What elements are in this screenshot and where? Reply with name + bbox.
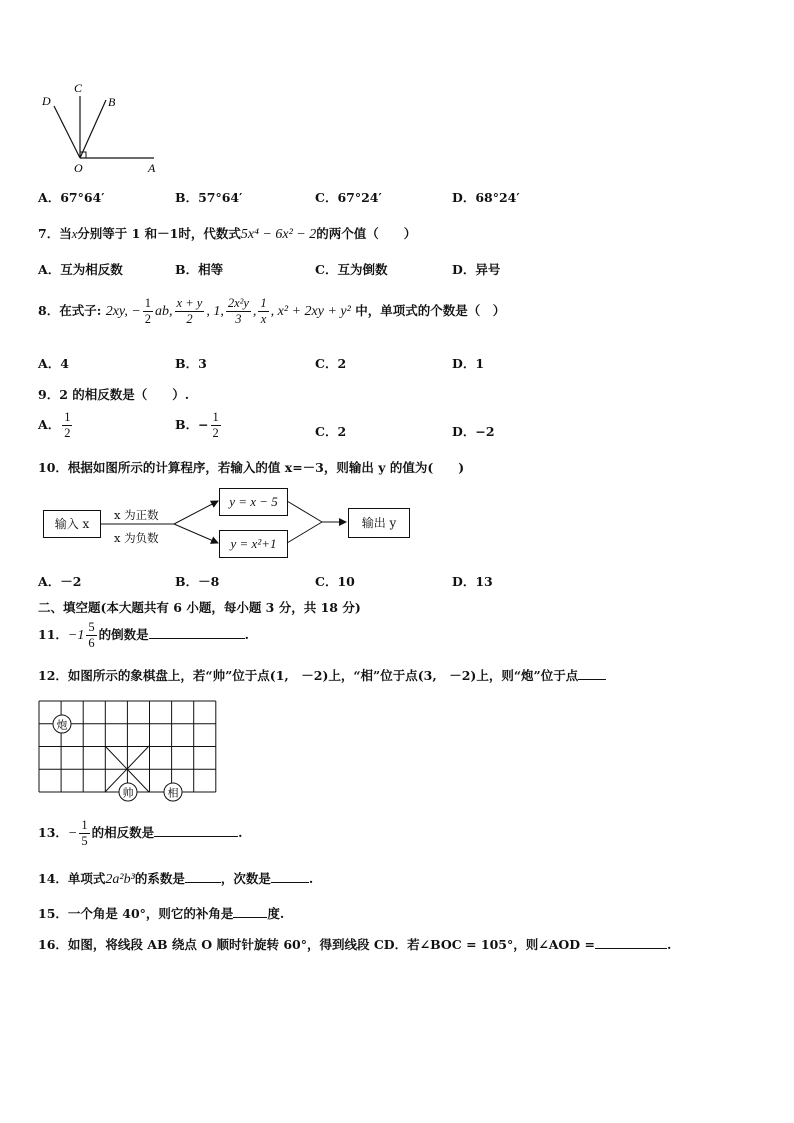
flow-input-box: 输入 x <box>43 510 101 538</box>
q12-answer-blank[interactable] <box>578 666 606 680</box>
question-7: 7．当x分别等于 1 和－1时，代数式5x⁴ − 6x² − 2的两个值（ ） <box>38 226 417 242</box>
q8-option-b[interactable]: B．3 <box>175 356 207 371</box>
flow-cond-negative: x 为负数 <box>114 531 159 545</box>
q6-option-c[interactable]: C．67°24′ <box>315 190 382 205</box>
flow-arrow-negative <box>174 524 218 543</box>
q13-answer-blank[interactable] <box>154 823 238 837</box>
q9-option-d[interactable]: D．−2 <box>452 424 495 439</box>
piece-xiang: 相 <box>167 787 179 800</box>
flow-output-box: 输出 y <box>348 508 410 538</box>
q8-options <box>38 354 754 374</box>
q9-option-c[interactable]: C．2 <box>315 424 347 439</box>
question-9: 9．2 的相反数是（ ）. <box>38 387 190 402</box>
flow-arrow-positive <box>174 501 218 524</box>
q9-options <box>38 410 754 450</box>
q16-answer-blank[interactable] <box>595 935 667 949</box>
q10-option-c[interactable]: C．10 <box>315 574 355 589</box>
q8-option-c[interactable]: C．2 <box>315 356 347 371</box>
q6-option-a[interactable]: A．67°64′ <box>38 190 105 205</box>
flow-formula-negative: y = x²+1 <box>219 530 288 558</box>
angle-figure <box>36 78 166 178</box>
ray-od <box>54 106 80 158</box>
q11-answer-blank[interactable] <box>149 625 245 639</box>
q7-options <box>38 260 754 280</box>
q14-coefficient-blank[interactable] <box>185 869 221 883</box>
q7-option-a[interactable]: A．互为相反数 <box>38 262 123 277</box>
section-2-title: 二、填空题(本大题共有 6 小题，每小题 3 分，共 18 分) <box>38 600 361 615</box>
flow-arrows <box>0 480 420 570</box>
q6-options <box>38 188 754 208</box>
question-11: 11．−1 $\frac{5}{6}$ 的倒数是 . <box>38 620 249 650</box>
q6-option-d[interactable]: D．68°24′ <box>452 190 520 205</box>
label-d: D <box>42 94 51 108</box>
flow-formula-positive: y = x − 5 <box>219 488 288 516</box>
question-16: 16．如图，将线段 AB 绕点 O 顺时针旋转 60°，得到线段 CD．若∠BOC = 105°，则∠AOD = . <box>38 937 672 952</box>
q10-option-d[interactable]: D．13 <box>452 574 493 589</box>
question-10: 10．根据如图所示的计算程序，若输入的值 x=－3，则输出 y 的值为( ) <box>38 460 465 475</box>
q9-option-b[interactable]: B．− $\frac{1}{2}$ <box>175 410 219 440</box>
flow-merge-top <box>287 501 322 522</box>
question-14: 14．单项式2a²b³的系数是 ，次数是 . <box>38 871 314 887</box>
ray-ob <box>80 100 106 158</box>
question-12: 12．如图所示的象棋盘上，若“帅”位于点(1, －2)上，“相”位于点(3, －2)上，则“炮”位于点 <box>38 666 606 684</box>
q9-option-a[interactable]: A． $\frac{1}{2}$ <box>38 410 71 440</box>
label-a: A <box>148 161 156 175</box>
q6-option-b[interactable]: B．57°64′ <box>175 190 243 205</box>
label-b: B <box>108 95 116 109</box>
flow-cond-positive: x 为正数 <box>114 508 159 522</box>
label-c: C <box>74 81 83 95</box>
piece-shuai: 帅 <box>122 787 134 800</box>
question-15: 15．一个角是 40°，则它的补角是 度. <box>38 906 285 921</box>
q10-option-b[interactable]: B．－8 <box>175 574 220 589</box>
q14-expression: 2a²b³ <box>105 872 135 887</box>
question-8: 8．在式子: 2xy, − $\frac{1}{2}$ ab, $\frac{x + y}{2}$ , 1, $\frac{\text{2x²y}}{3}$ , $\frac{1}{x}$ , x² + 2xy + y² 中，单项式的个数是（ ） <box>38 296 506 326</box>
q7-expression: 5x⁴ − 6x² − 2 <box>240 227 317 242</box>
q8-frac-2: $\frac{x + y}{2}$ <box>176 296 203 326</box>
q10-options <box>38 572 754 592</box>
q10-option-a[interactable]: A．－2 <box>38 574 82 589</box>
q14-degree-blank[interactable] <box>271 869 309 883</box>
q8-option-d[interactable]: D．1 <box>452 356 485 371</box>
q8-frac-4: $\frac{1}{x}$ <box>260 296 267 326</box>
board-grid <box>39 701 216 792</box>
q8-frac-1: $\frac{1}{2}$ <box>144 296 152 326</box>
question-13: 13．− $\frac{1}{5}$ 的相反数是 . <box>38 818 243 848</box>
q8-frac-3: $\frac{\text{2x²y}}{3}$ <box>227 296 249 326</box>
chess-board <box>38 700 224 802</box>
q7-option-b[interactable]: B．相等 <box>175 262 224 277</box>
piece-pao: 炮 <box>56 719 68 732</box>
flow-merge-bottom <box>287 522 322 543</box>
label-o: O <box>74 161 83 175</box>
q8-option-a[interactable]: A．4 <box>38 356 69 371</box>
q7-option-c[interactable]: C．互为倒数 <box>315 262 388 277</box>
q7-option-d[interactable]: D．异号 <box>452 262 501 277</box>
q15-answer-blank[interactable] <box>233 904 267 918</box>
